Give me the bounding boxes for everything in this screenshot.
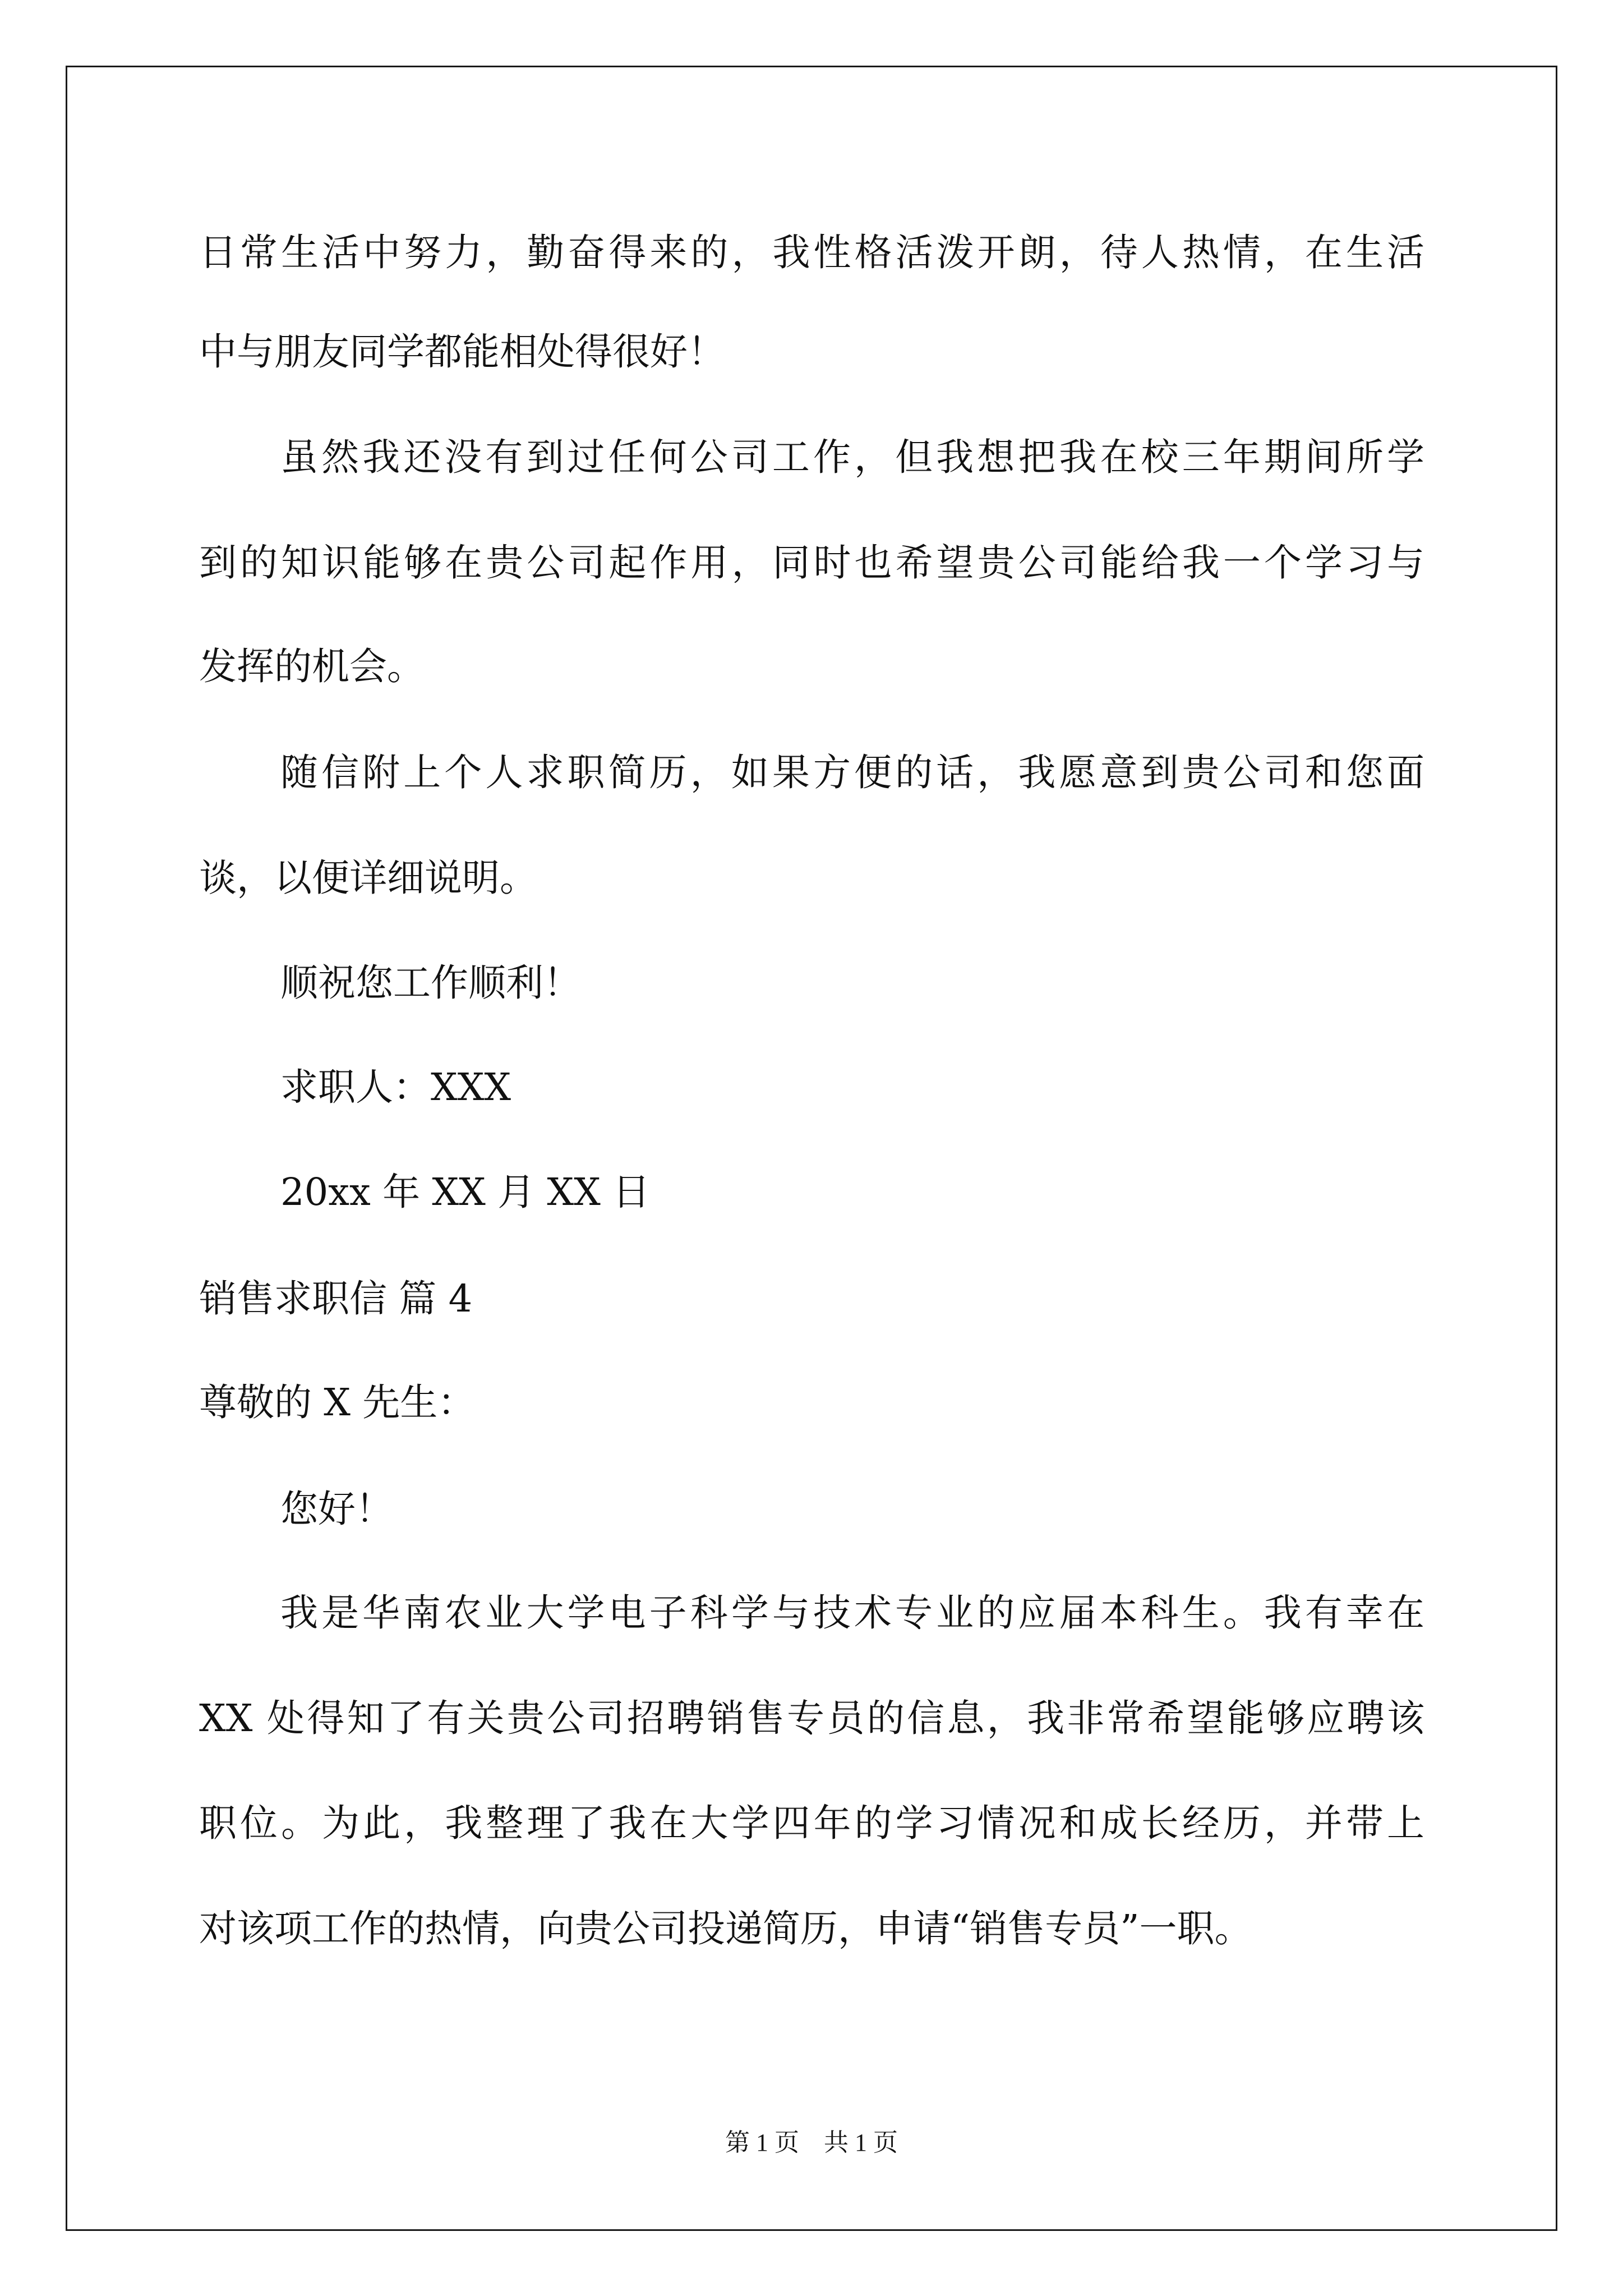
paragraph-line: 对该项工作的热情，向贵公司投递简历，申请“销售专员”一职。 [199, 1907, 1252, 1950]
page-footer: 第 1 页 共 1 页 [725, 2129, 898, 2156]
paragraph-line: 发挥的机会。 [199, 645, 425, 688]
paragraph-line: 谈，以便详细说明。 [199, 856, 537, 900]
paragraph-line: 日常生活中努力，勤奋得来的，我性格活泼开朗，待人热情，在生活 [199, 231, 1424, 274]
paragraph-line: XX 处得知了有关贵公司招聘销售专员的信息，我非常希望能够应聘该 [199, 1696, 1424, 1740]
section-heading: 销售求职信 篇 4 [199, 1277, 473, 1320]
paragraph-line: 职位。为此，我整理了我在大学四年的学习情况和成长经历，并带上 [199, 1801, 1424, 1845]
greeting: 您好！ [280, 1487, 393, 1531]
closing-wish: 顺祝您工作顺利！ [280, 961, 581, 1005]
paragraph-line: 中与朋友同学都能相处得很好！ [199, 330, 725, 374]
salutation: 尊敬的 X 先生： [199, 1381, 476, 1424]
paragraph-line: 虽然我还没有到过任何公司工作，但我想把我在校三年期间所学 [280, 435, 1424, 479]
paragraph-line: 随信附上个人求职简历，如果方便的话，我愿意到贵公司和您面 [280, 751, 1424, 794]
paragraph-line: 我是华南农业大学电子科学与技术专业的应届本科生。我有幸在 [280, 1591, 1424, 1635]
letter-date: 20xx 年 XX 月 XX 日 [280, 1170, 651, 1214]
applicant-name: 求职人：XXX [280, 1065, 511, 1109]
paragraph-line: 到的知识能够在贵公司起作用，同时也希望贵公司能给我一个学习与 [199, 541, 1424, 585]
